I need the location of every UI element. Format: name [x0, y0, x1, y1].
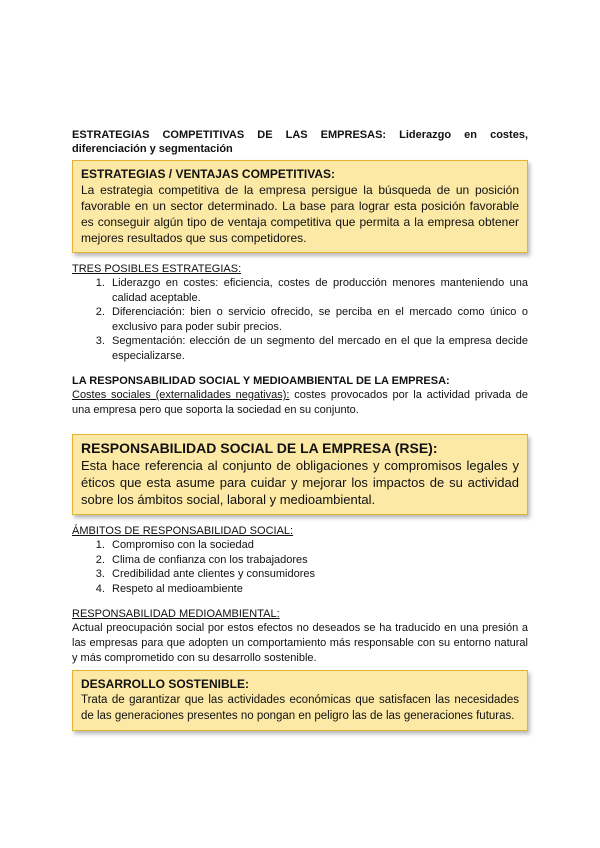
list-item: 2. Diferenciación: bien o servicio ofrecido, se perciba en el mercado como único o exclusivo para poder subir precios. — [108, 305, 528, 334]
list-item: 1. Liderazgo en costes: eficiencia, costes de producción menores manteniendo una calidad aceptable. — [108, 276, 528, 305]
list-item: 3. Segmentación: elección de un segmento del mercado en el que la empresa decide especializarse. — [108, 334, 528, 363]
list-item: 2. Clima de confianza con los trabajadores — [108, 553, 528, 568]
sustainable-box — [72, 670, 528, 731]
sustainable-box-title: DESARROLLO SOSTENIBLE: — [81, 677, 250, 691]
strategies-box — [72, 160, 528, 253]
list-item: 1. Compromiso con la sociedad — [108, 538, 528, 553]
document-page — [72, 128, 528, 741]
social-costs-definition: costes provocados por la actividad privada de una empresa pero que soporta la sociedad en su conjunto. — [72, 389, 528, 416]
strategies-box-text: La estrategia competitiva de la empresa persigue la búsqueda de un posición favorable en un sector determinado. La base para lograr esta posición favorable es conseguir algún tipo de ventaja competitiva que permita a la empresa obtener mejores resultados que sus competidores. — [81, 183, 519, 245]
social-costs-paragraph — [72, 388, 528, 418]
page-title: ESTRATEGIAS COMPETITIVAS DE LAS EMPRESAS: Liderazgo en costes, diferenciación y segmentación — [72, 129, 528, 155]
rse-box-title: RESPONSABILIDAD SOCIAL DE LA EMPRESA (RSE): — [81, 440, 438, 456]
strategies-box-title: ESTRATEGIAS / VENTAJAS COMPETITIVAS: — [81, 167, 336, 181]
list-item: 4. Respeto al medioambiente — [108, 582, 528, 597]
rse-box — [72, 434, 528, 515]
rse-box-text: Esta hace referencia al conjunto de obligaciones y compromisos legales y éticos que esta asume para cuidar y mejorar los impactos de su actividad sobre los ámbitos social, laboral y medioambiental. — [81, 458, 519, 507]
social-section-heading: LA RESPONSABILIDAD SOCIAL Y MEDIOAMBIENTAL DE LA EMPRESA: — [72, 375, 450, 387]
environmental-heading: RESPONSABILIDAD MEDIOAMBIENTAL: — [72, 608, 280, 620]
social-scopes-list — [72, 538, 528, 596]
three-strategies-list — [72, 276, 528, 363]
list-item: 3. Credibilidad ante clientes y consumidores — [108, 567, 528, 582]
social-costs-term: Costes sociales (externalidades negativas): — [72, 389, 290, 401]
sustainable-box-text: Trata de garantizar que las actividades económicas que satisfacen las necesidades de las generaciones presentes no pongan en peligro las de las generaciones futuras. — [81, 694, 519, 722]
three-strategies-heading: TRES POSIBLES ESTRATEGIAS: — [72, 263, 242, 275]
environmental-paragraph: Actual preocupación social por estos efectos no deseados se ha traducido en una presión a las empresas para que adopten un comportamiento más responsable con su entorno natural y más comprometido con su desarrollo sostenible. — [72, 622, 528, 664]
social-scopes-heading: ÁMBITOS DE RESPONSABILIDAD SOCIAL: — [72, 525, 294, 537]
